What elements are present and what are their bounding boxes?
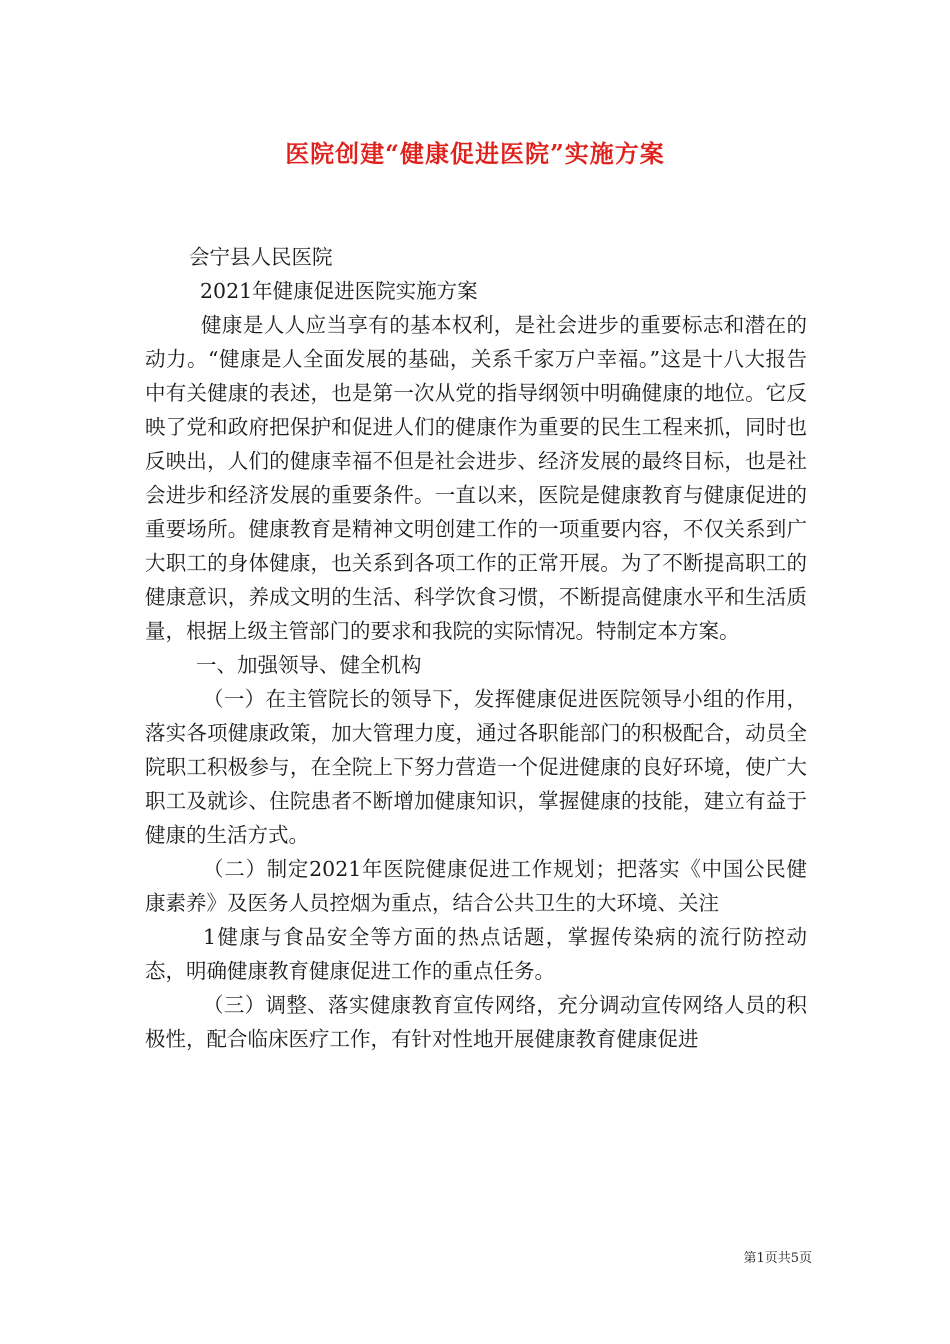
plan-subtitle: 2021年健康促进医院实施方案: [200, 279, 478, 303]
document-title: 医院创建“健康促进医院”实施方案: [285, 139, 665, 168]
document-body: [145, 240, 807, 1056]
item-2-paragraph: （二）制定2021年医院健康促进工作规划；把落实《中国公民健康素养》及医务人员控烟为重点，结合公共卫生的大环境、关注: [145, 857, 807, 915]
org-line: 会宁县人民医院: [189, 245, 333, 269]
item-3-paragraph: （三）调整、落实健康教育宣传网络，充分调动宣传网络人员的积极性，配合临床医疗工作，有针对性地开展健康教育健康促进: [145, 993, 807, 1051]
section-heading-1: 一、加强领导、健全机构: [196, 653, 422, 677]
intro-paragraph: 健康是人人应当享有的基本权利，是社会进步的重要标志和潜在的动力。“健康是人全面发展的基础，关系千家万户幸福。”这是十八大报告中有关健康的表述，也是第一次从党的指导纲领中明确健康的地位。它反映了党和政府把保护和促进人们的健康作为重要的民生工程来抓，同时也反映出，人们的健康幸福不但是社会进步、经济发展的最终目标，也是社会进步和经济发展的重要条件。一直以来，医院是健康教育与健康促进的重要场所。健康教育是精神文明创建工作的一项重要内容，不仅关系到广大职工的身体健康，也关系到各项工作的正常开展。为了不断提高职工的健康意识，养成文明的生活、科学饮食习惯，不断提高健康水平和生活质量，根据上级主管部门的要求和我院的实际情况。特制定本方案。: [145, 313, 807, 643]
item-1-paragraph: （一）在主管院长的领导下，发挥健康促进医院领导小组的作用，落实各项健康政策，加大管理力度，通过各职能部门的积极配合，动员全院职工积极参与，在全院上下努力营造一个促进健康的良好环境，使广大职工及就诊、住院患者不断增加健康知识，掌握健康的技能，建立有益于健康的生活方式。: [145, 687, 807, 847]
item-2-continuation: 1健康与食品安全等方面的热点话题，掌握传染病的流行防控动态，明确健康教育健康促进工作的重点任务。: [145, 925, 807, 983]
page-number: 第1页共5页: [743, 1251, 812, 1266]
